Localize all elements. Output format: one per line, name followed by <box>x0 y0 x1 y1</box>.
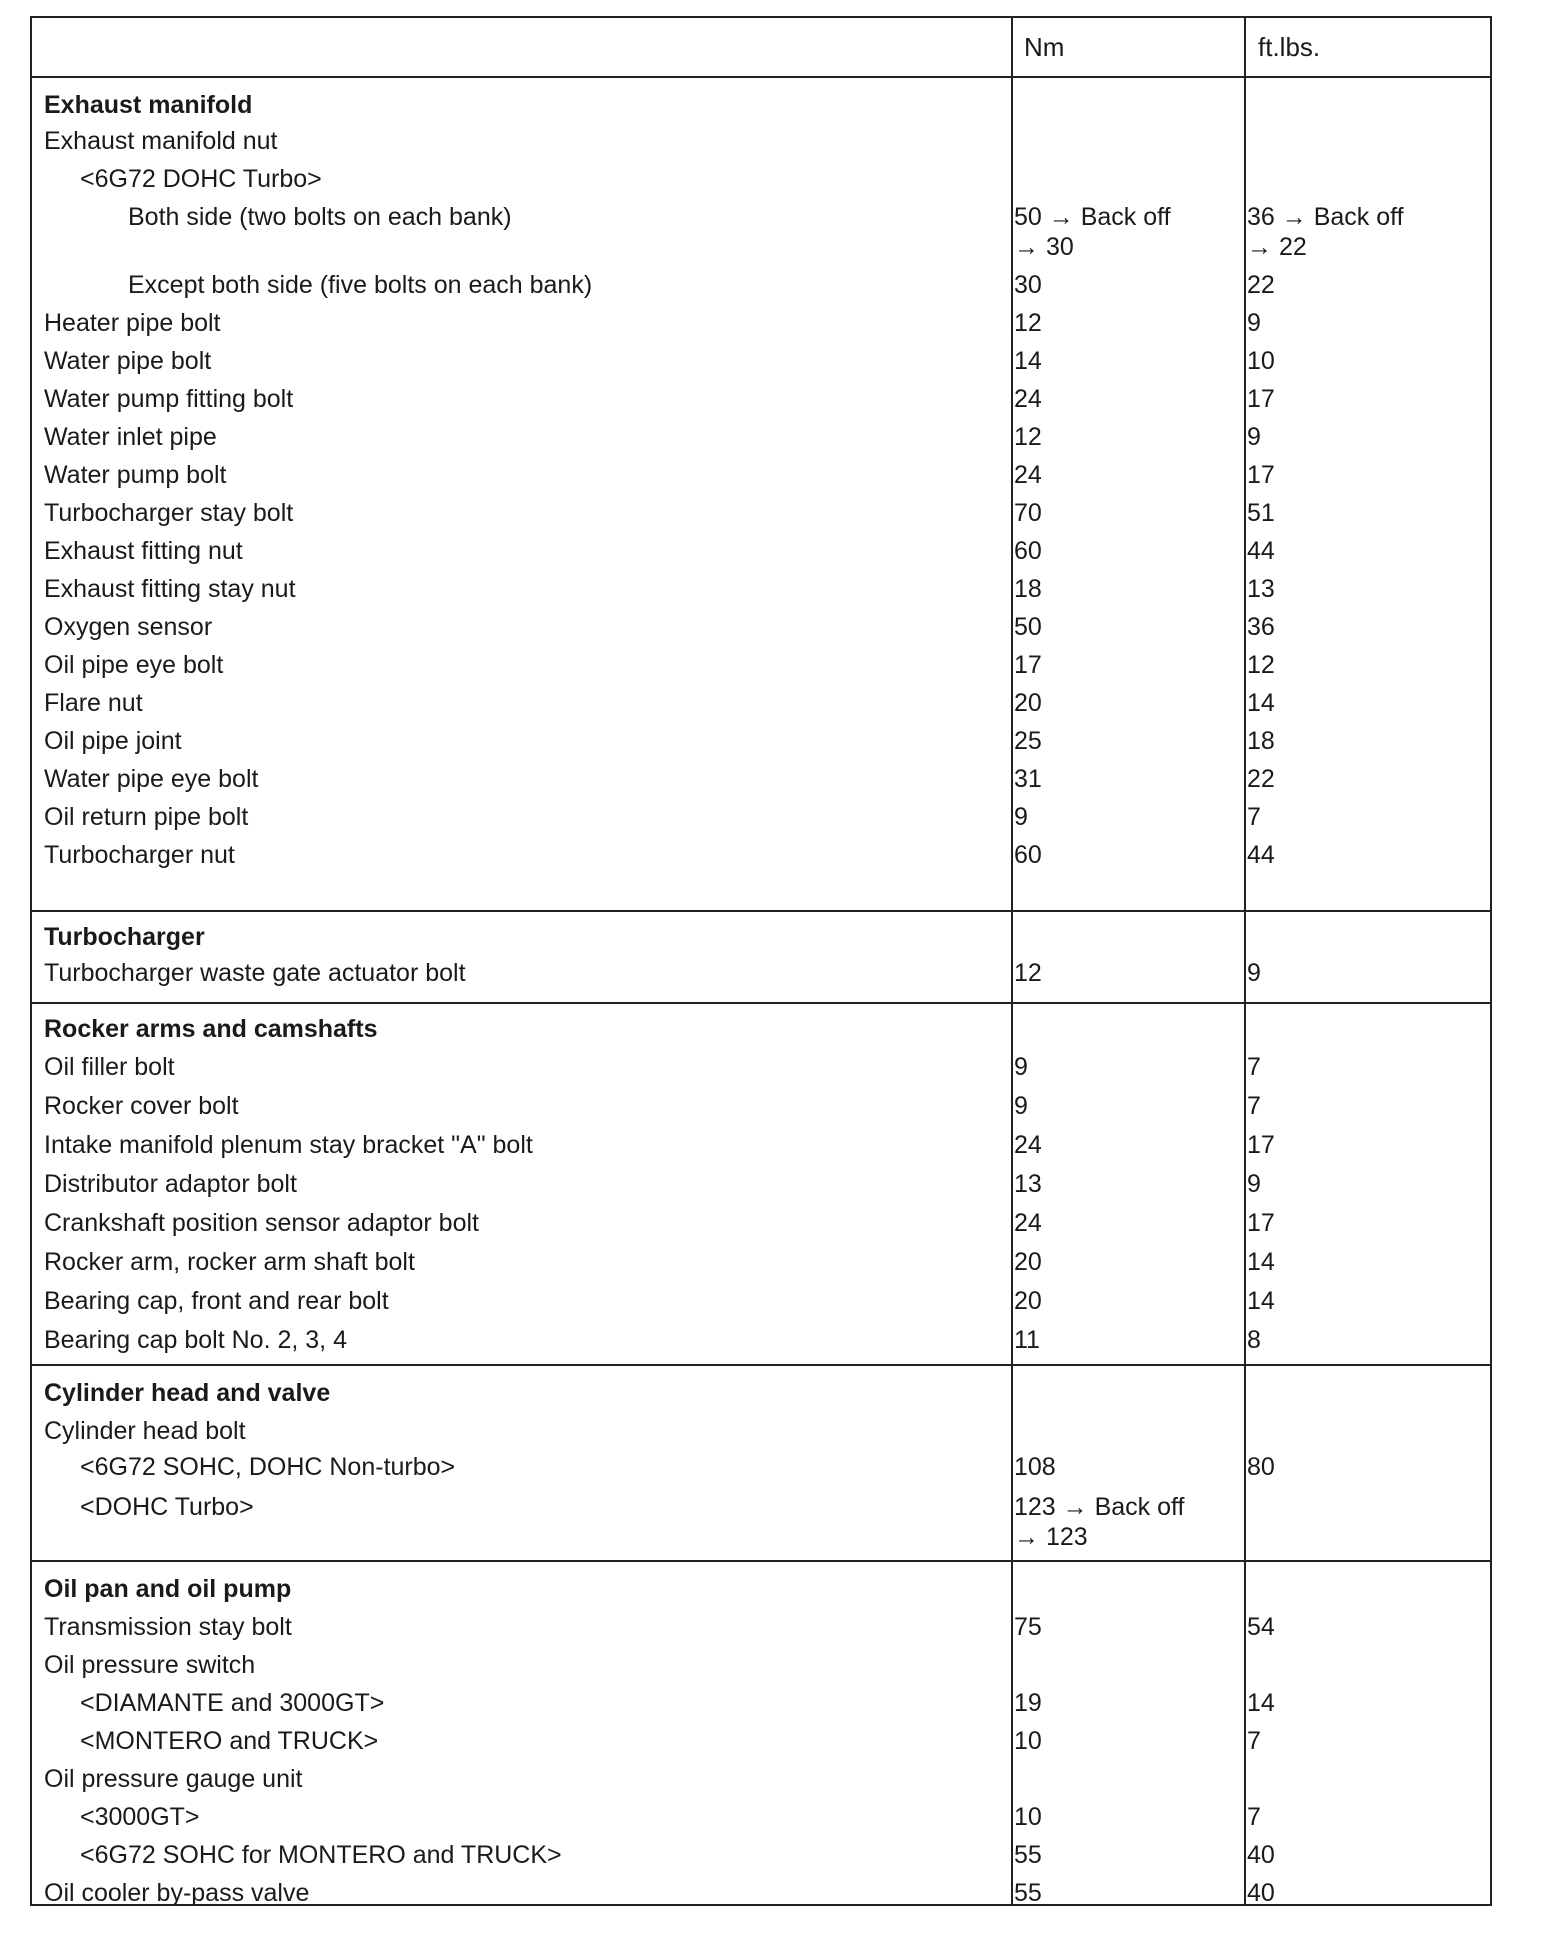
row-label: Crankshaft position sensor adaptor bolt <box>44 1209 479 1237</box>
table-row <box>32 422 1490 460</box>
row-label: Bearing cap, front and rear bolt <box>44 1287 389 1315</box>
row-label: Oil pressure switch <box>44 1651 256 1679</box>
torque-spec-table <box>30 16 1492 1906</box>
row-label: Oil pipe eye bolt <box>44 651 224 679</box>
row-label: Bearing cap bolt No. 2, 3, 4 <box>44 1326 347 1354</box>
row-label: <DOHC Turbo> <box>80 1493 254 1521</box>
table-row <box>32 726 1490 764</box>
row-nm: 70 <box>1014 499 1042 527</box>
row-ft: 54 <box>1247 1613 1275 1641</box>
row-nm: 9 <box>1014 1092 1028 1120</box>
table-row <box>32 840 1490 878</box>
table-row <box>32 1052 1490 1091</box>
row-label: Both side (two bolts on each bank) <box>128 203 512 231</box>
row-nm: 10 <box>1014 1727 1042 1755</box>
table-row <box>32 536 1490 574</box>
table-row <box>32 384 1490 422</box>
table-row <box>32 270 1490 308</box>
row-nm: 9 <box>1014 803 1028 831</box>
table-row <box>32 1452 1490 1492</box>
row-label: Water pipe bolt <box>44 347 212 375</box>
row-ft: 17 <box>1247 1209 1275 1237</box>
row-ft: 7 <box>1247 1092 1261 1120</box>
row-label: <6G72 SOHC, DOHC Non-turbo> <box>80 1453 456 1481</box>
row-nm: 20 <box>1014 1287 1042 1315</box>
section-exhaust-manifold <box>32 78 1490 912</box>
row-label: <6G72 DOHC Turbo> <box>80 165 322 193</box>
row-nm: 31 <box>1014 765 1042 793</box>
row-nm: 24 <box>1014 461 1042 489</box>
row-ft: 44 <box>1247 537 1275 565</box>
row-ft: 44 <box>1247 841 1275 869</box>
row-label: Exhaust manifold nut <box>44 127 278 155</box>
section-title-row <box>32 1378 1490 1416</box>
row-ft: 17 <box>1247 385 1275 413</box>
row-nm: 108 <box>1014 1453 1056 1481</box>
row-ft: 80 <box>1247 1453 1275 1481</box>
row-label: Oil pipe joint <box>44 727 182 755</box>
row-ft: 12 <box>1247 651 1275 679</box>
row-nm: 30 <box>1014 271 1042 299</box>
row-label: Oil return pipe bolt <box>44 803 249 831</box>
row-nm: 19 <box>1014 1689 1042 1717</box>
table-row <box>32 1764 1490 1802</box>
row-nm: 20 <box>1014 689 1042 717</box>
section-rocker-arms-camshafts <box>32 1004 1490 1366</box>
table-row <box>32 958 1490 996</box>
row-label: Water pipe eye bolt <box>44 765 259 793</box>
section-title-row <box>32 90 1490 126</box>
row-label: Exhaust fitting stay nut <box>44 575 296 603</box>
row-nm: 18 <box>1014 575 1042 603</box>
table-row <box>32 202 1490 270</box>
row-ft: 9 <box>1247 959 1261 987</box>
row-nm: 55 <box>1014 1879 1042 1907</box>
section-title: Exhaust manifold <box>44 91 253 119</box>
row-nm: 24 <box>1014 1209 1042 1237</box>
table-row <box>32 1247 1490 1286</box>
table-row <box>32 1286 1490 1325</box>
row-label: Rocker cover bolt <box>44 1092 239 1120</box>
row-nm: 123 → Back off → 123 <box>1014 1493 1185 1551</box>
table-row <box>32 498 1490 536</box>
table-row <box>32 1130 1490 1169</box>
row-label: Flare nut <box>44 689 143 717</box>
row-label: Except both side (five bolts on each bank) <box>128 271 593 299</box>
row-label: Turbocharger waste gate actuator bolt <box>44 959 466 987</box>
table-row <box>32 1802 1490 1840</box>
row-nm: 10 <box>1014 1803 1042 1831</box>
table-row <box>32 802 1490 840</box>
row-ft: 10 <box>1247 347 1275 375</box>
table-row <box>32 1091 1490 1130</box>
table-row <box>32 1416 1490 1452</box>
row-ft: 51 <box>1247 499 1275 527</box>
row-label: Cylinder head bolt <box>44 1417 246 1445</box>
row-ft: 17 <box>1247 461 1275 489</box>
row-nm: 17 <box>1014 651 1042 679</box>
header-nm: Nm <box>1024 32 1065 62</box>
row-ft: 7 <box>1247 1727 1261 1755</box>
row-nm: 60 <box>1014 537 1042 565</box>
section-title-row <box>32 922 1490 958</box>
row-nm: 12 <box>1014 309 1042 337</box>
header-ftlbs: ft.lbs. <box>1258 32 1321 62</box>
row-ft: 14 <box>1247 689 1275 717</box>
row-nm: 50 <box>1014 613 1042 641</box>
table-row <box>32 460 1490 498</box>
table-row <box>32 126 1490 164</box>
row-nm: 55 <box>1014 1841 1042 1869</box>
table-row <box>32 574 1490 612</box>
section-title-row <box>32 1014 1490 1052</box>
table-row <box>32 1208 1490 1247</box>
row-ft: 18 <box>1247 727 1275 755</box>
table-row <box>32 650 1490 688</box>
row-ft: 9 <box>1247 423 1261 451</box>
row-label: <3000GT> <box>80 1803 200 1831</box>
row-nm: 60 <box>1014 841 1042 869</box>
table-row <box>32 1612 1490 1650</box>
row-label: Intake manifold plenum stay bracket "A" bolt <box>44 1131 533 1159</box>
row-ft: 7 <box>1247 803 1261 831</box>
row-nm: 13 <box>1014 1170 1042 1198</box>
row-ft: 9 <box>1247 309 1261 337</box>
row-ft: 22 <box>1247 271 1275 299</box>
row-label: Oil cooler by-pass valve <box>44 1879 310 1907</box>
section-title: Turbocharger <box>44 923 205 951</box>
table-header <box>32 18 1490 78</box>
table-row <box>32 612 1490 650</box>
row-nm: 50 → Back off → 30 <box>1014 203 1171 261</box>
section-title: Cylinder head and valve <box>44 1379 331 1407</box>
row-ft: 7 <box>1247 1053 1261 1081</box>
row-label: Water pump bolt <box>44 461 227 489</box>
row-nm: 12 <box>1014 959 1042 987</box>
section-cylinder-head-valve <box>32 1366 1490 1562</box>
row-nm: 9 <box>1014 1053 1028 1081</box>
row-label: Water pump fitting bolt <box>44 385 294 413</box>
table-row <box>32 308 1490 346</box>
row-nm: 24 <box>1014 1131 1042 1159</box>
table-row <box>32 1325 1490 1364</box>
row-ft: 36 <box>1247 613 1275 641</box>
row-label: Rocker arm, rocker arm shaft bolt <box>44 1248 415 1276</box>
row-ft: 22 <box>1247 765 1275 793</box>
row-label: Transmission stay bolt <box>44 1613 292 1641</box>
table-row <box>32 1492 1490 1556</box>
row-ft: 13 <box>1247 575 1275 603</box>
row-nm: 14 <box>1014 347 1042 375</box>
section-title-row <box>32 1574 1490 1612</box>
section-title: Oil pan and oil pump <box>44 1575 292 1603</box>
row-ft: 17 <box>1247 1131 1275 1159</box>
row-label: Oil pressure gauge unit <box>44 1765 303 1793</box>
section-oil-pan-oil-pump <box>32 1562 1490 1907</box>
table-row <box>32 1169 1490 1208</box>
row-ft: 7 <box>1247 1803 1261 1831</box>
table-row <box>32 1650 1490 1688</box>
table-row <box>32 346 1490 384</box>
row-nm: 75 <box>1014 1613 1042 1641</box>
row-ft: 9 <box>1247 1170 1261 1198</box>
table-row <box>32 1840 1490 1878</box>
row-ft: 40 <box>1247 1841 1275 1869</box>
row-ft: 8 <box>1247 1326 1261 1354</box>
row-label: <DIAMANTE and 3000GT> <box>80 1689 385 1717</box>
row-nm: 12 <box>1014 423 1042 451</box>
table-row <box>32 164 1490 202</box>
row-label: Turbocharger stay bolt <box>44 499 294 527</box>
row-label: Water inlet pipe <box>44 423 217 451</box>
table-row <box>32 1878 1490 1916</box>
row-ft: 14 <box>1247 1689 1275 1717</box>
row-label: Turbocharger nut <box>44 841 235 869</box>
row-ft: 14 <box>1247 1248 1275 1276</box>
section-title: Rocker arms and camshafts <box>44 1015 378 1043</box>
table-row <box>32 1726 1490 1764</box>
row-label: <6G72 SOHC for MONTERO and TRUCK> <box>80 1841 562 1869</box>
row-nm: 20 <box>1014 1248 1042 1276</box>
row-nm: 11 <box>1014 1326 1040 1354</box>
row-nm: 25 <box>1014 727 1042 755</box>
row-label: Oil filler bolt <box>44 1053 175 1081</box>
row-ft: 14 <box>1247 1287 1275 1315</box>
section-turbocharger <box>32 912 1490 1004</box>
row-label: Distributor adaptor bolt <box>44 1170 297 1198</box>
table-row <box>32 1688 1490 1726</box>
row-ft: 40 <box>1247 1879 1275 1907</box>
row-nm: 24 <box>1014 385 1042 413</box>
row-label: Oxygen sensor <box>44 613 213 641</box>
row-ft: 36 → Back off → 22 <box>1247 203 1404 261</box>
table-row <box>32 688 1490 726</box>
row-label: <MONTERO and TRUCK> <box>80 1727 379 1755</box>
row-label: Heater pipe bolt <box>44 309 221 337</box>
table-row <box>32 764 1490 802</box>
row-label: Exhaust fitting nut <box>44 537 243 565</box>
